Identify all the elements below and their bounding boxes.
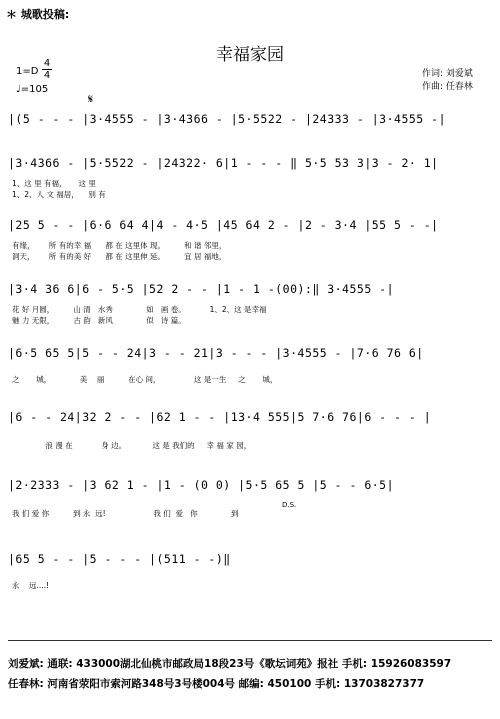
stave-6: |6 - - 24|32 2 - - |62 1 - - |13·4 555|5 7·6 76|6 - - - | [8,410,432,424]
lyrics-line-7: 我 们 爱 你 到 永 远! 我 们 爱 你 到 [12,509,239,518]
stave-1: |(5 - - - |3·4555 - |3·4366 - |5·5522 - |24333 - |3·4555 -| [8,112,446,126]
stave-8: |65 5 - - |5 - - - |(511 - -)‖ [8,552,231,566]
contact-composer: 任春林: 河南省荥阳市索河路348号3号楼004号 邮编: 450100 手机: 13703827377 [8,678,425,690]
lyricist-credit: 作词: 刘爱斌 [422,69,473,79]
lyrics-line-5: 之 城， 美 丽 在心 间， 这 是一生 之 城， [12,375,278,384]
lyrics-line-4: 花 好 月圆， 山 清 水秀 如 画 卷。 1、2、这 是幸福 魅 力 无限， 古 韵 新风 似 诗 篇。 [12,305,267,325]
time-signature [42,58,52,81]
segno-icon: 𝄋 [88,92,94,106]
submission-header: ＊ 城歌投稿: [6,8,70,21]
lyrics-line-2: 1、这 里 有福， 这 里 1、2、人 文 福居， 别 有 [12,179,106,199]
meter-top: 4 [43,58,51,69]
meter-bottom: 4 [43,70,51,81]
lyrics-line-8: 永 远....! [12,581,50,590]
stave-2: |3·4366 - |5·5522 - |24322· 6|1 - - - ‖ 5·5 53 3|3 - 2· 1| [8,156,439,170]
ds-mark: D.S. [282,501,297,509]
tempo-mark: ♩=105 [16,84,49,95]
stave-7: |2·2333 - |3 62 1 - |1 - (0 0) |5·5 65 5 |5 - - 6·5| [8,478,395,492]
composer-credit: 作曲: 任春林 [422,82,473,92]
lyrics-line-3: 有缘， 所 有的幸 福 都 在 这里体 现。 和 谐 邻里， 洞天， 所 有的美 好 都 在 这里伸 延。 宜 居 福地， [12,241,227,261]
key-signature: 1=D [16,66,39,77]
footer-divider [8,640,492,641]
lyrics-line-6: 浪 漫 在 身 边。 这 是 我们的 幸 福 家 园， [12,441,252,450]
stave-3: |25 5 - - |6·6 64 4|4 - 4·5 |45 64 2 - |2 - 3·4 |55 5 - -| [8,218,439,232]
stave-5: |6·5 65 5|5 - - 24|3 - - 21|3 - - - |3·4555 - |7·6 76 6| [8,346,424,360]
stave-4: |3·4 36 6|6 - 5·5 |52 2 - - |1 - 1 -(00):‖ 3·4555 -| [8,282,395,296]
song-title: 幸福家园 [216,45,284,65]
contact-lyricist: 刘爱斌: 通联: 433000湖北仙桃市邮政局18段23号《歌坛词苑》报社 手机: 15926083597 [8,658,452,670]
